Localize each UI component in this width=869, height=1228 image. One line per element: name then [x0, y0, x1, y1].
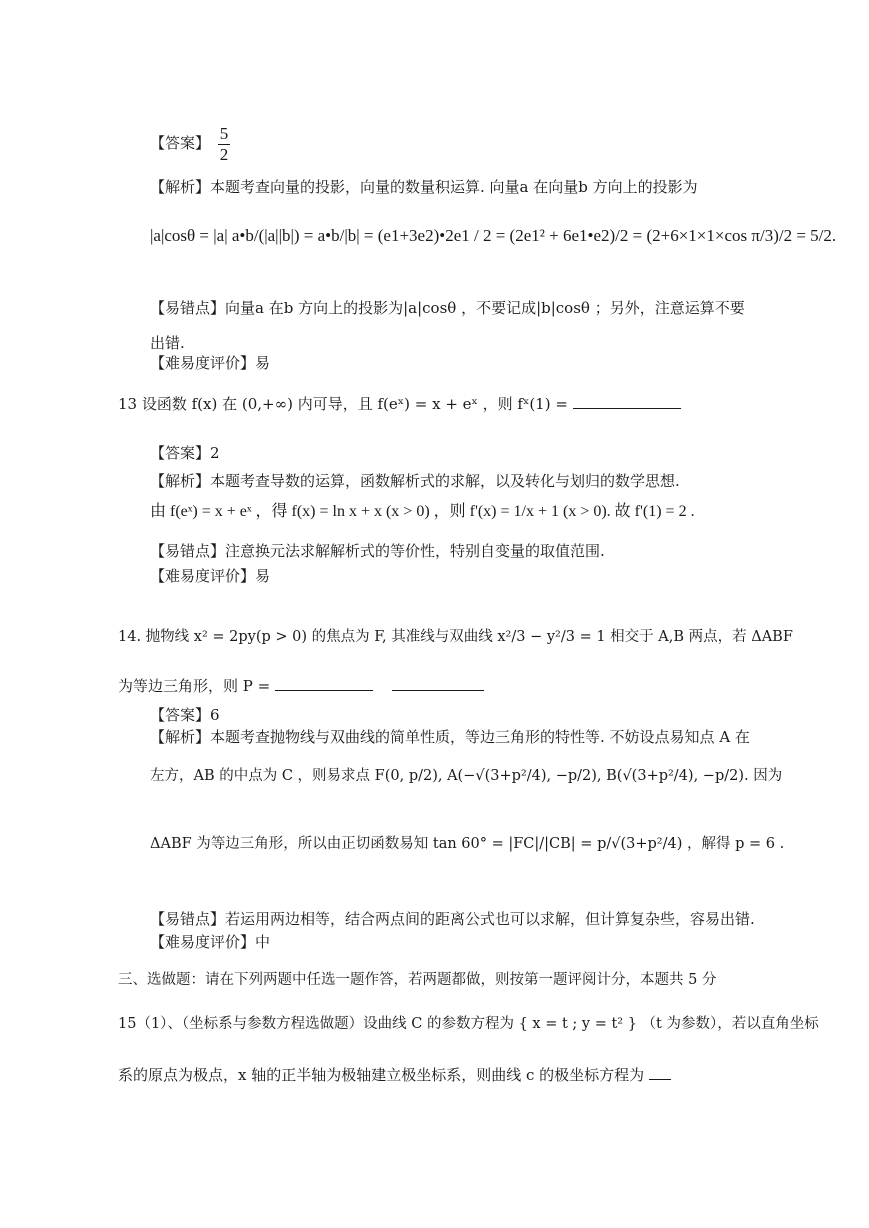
- q14-question-cont: [118, 677, 484, 695]
- q14-analysis-line2: 左方，AB 的中点为 C ，则易求点 F(0, p/2), A(−√(3+p²/4), −p/2), B(√(3+p²/4), −p/2). 因为: [150, 768, 783, 784]
- q13-derivation: 由 f(eˣ) = x + eˣ ，得 f(x) = ln x + x (x > 0) ，则 f'(x) = 1/x + 1 (x > 0). 故 f'(1) = 2 .: [150, 503, 695, 520]
- q14-answer-line: [150, 706, 220, 724]
- q12-answer-fraction: [218, 124, 231, 164]
- q14-analysis-line: [150, 728, 750, 746]
- q14-diff-tag: 【难易度评价】: [150, 933, 256, 951]
- q13-difficulty-line: [150, 567, 270, 585]
- q14-answer-val: 6: [210, 706, 220, 724]
- q14-diff-val: 中: [255, 933, 271, 951]
- q14-analysis-tag: 【解析】: [150, 728, 211, 746]
- q12-analysis-text: 本题考查向量的投影，向量的数量积运算. 向量a 在向量b 方向上的投影为: [210, 178, 698, 196]
- q12-analysis-tag: 【解析】: [150, 178, 211, 196]
- q13-diff-val: 易: [255, 567, 271, 585]
- q12-diff-tag: 【难易度评价】: [150, 354, 256, 372]
- q12-error-text-cont: 出错.: [150, 334, 185, 352]
- q12-diff-val: 易: [255, 354, 271, 372]
- q12-analysis-line: [150, 178, 698, 196]
- q14-answer-tag: 【答案】: [150, 706, 211, 724]
- q13-error-tag: 【易错点】: [150, 542, 226, 560]
- q13-diff-tag: 【难易度评价】: [150, 567, 256, 585]
- q13-error-text: 注意换元法求解解析式的等价性，特别自变量的取值范围.: [225, 542, 605, 560]
- q13-answer-tag: 【答案】: [150, 444, 211, 462]
- q14-analysis-line3: ΔABF 为等边三角形，所以由正切函数易知 tan 60° = |FC|/|CB| = p/√(3+p²/4) ，解得 p = 6 .: [150, 836, 785, 852]
- q12-error-line: [150, 299, 745, 317]
- q14-question2-text: 为等边三角形，则 P =: [118, 677, 271, 695]
- q12-answer-tag: 【答案】: [150, 134, 211, 153]
- q12-answer-den: 2: [219, 144, 229, 164]
- section3-heading: 三、选做题：请在下列两题中任选一题作答，若两题都做，则按第一题评阅计分，本题共 5 分: [118, 972, 717, 988]
- q13-analysis-line: [150, 472, 680, 490]
- q14-error-tag: 【易错点】: [150, 910, 226, 928]
- q13-analysis-tag: 【解析】: [150, 472, 211, 490]
- q12-error-tag: 【易错点】: [150, 299, 226, 317]
- q12-answer-line: [150, 124, 233, 164]
- q14-error-text: 若运用两边相等，结合两点间的距离公式也可以求解，但计算复杂些，容易出错.: [225, 910, 755, 928]
- q13-analysis-text: 本题考查导数的运算，函数解析式的求解，以及转化与划归的数学思想.: [210, 472, 680, 490]
- q12-difficulty-line: [150, 354, 270, 372]
- q13-answer-val: 2: [210, 444, 220, 462]
- q12-error-text: 向量a 在b 方向上的投影为|a|cosθ ，不要记成|b|cosθ ；另外，注意运算不要: [225, 299, 745, 317]
- q13-question: [118, 395, 681, 413]
- q12-answer-num: 5: [219, 124, 229, 143]
- q15-line2-text: 系的原点为极点，x 轴的正半轴为极轴建立极坐标系，则曲线 c 的极坐标方程为: [118, 1066, 645, 1084]
- q14-analysis-text: 本题考查抛物线与双曲线的简单性质，等边三角形的特性等. 不妨设点易知点 A 在: [210, 728, 750, 746]
- q13-question-text: 13 设函数 f(x) 在 (0,+∞) 内可导，且 f(eˣ) = x + eˣ ，则 fˣ(1) =: [118, 395, 568, 413]
- q14-question: 14. 抛物线 x² = 2py(p > 0) 的焦点为 F, 其准线与双曲线 x²/3 − y²/3 = 1 相交于 A,B 两点，若 ΔABF: [118, 629, 793, 645]
- q14-difficulty-line: [150, 933, 270, 951]
- q12-projection-formula: |a|cosθ = |a| a•b/(|a||b|) = a•b/|b| = (e1+3e2)•2e1 / 2 = (2e1² + 6e1•e2)/2 = (2+6×1×1×cos π/3)/2 = 5/2.: [150, 226, 837, 245]
- q13-answer-blank: [573, 408, 681, 409]
- q15-line2: [118, 1066, 671, 1084]
- q14-error-line: [150, 910, 755, 928]
- q13-answer-line: [150, 444, 220, 462]
- q14-answer-blank-1: [275, 690, 373, 691]
- q13-error-line: [150, 542, 605, 560]
- q15-answer-blank: [649, 1079, 671, 1080]
- q15-line1: 15（1）、（坐标系与参数方程选做题）设曲线 C 的参数方程为 { x = t ; y = t² } （t 为参数），若以直角坐标: [118, 1016, 819, 1032]
- q14-answer-blank-2: [392, 690, 484, 691]
